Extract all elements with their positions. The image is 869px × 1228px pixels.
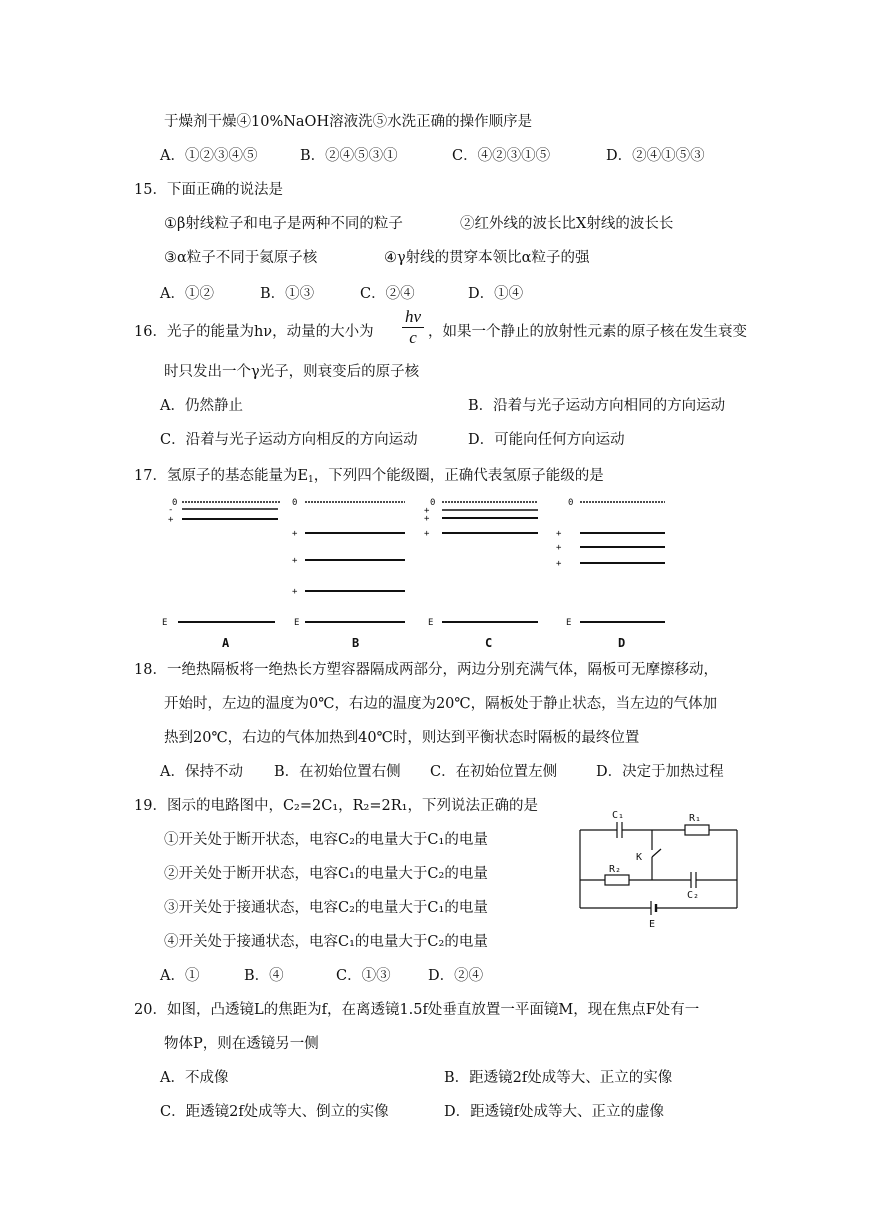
q20-option-c: C．距透镜2f处成等大、倒立的实像 bbox=[160, 1104, 389, 1120]
q19-statement-3: ③开关处于接通状态，电容C₂的电量大于C₁的电量 bbox=[164, 900, 488, 916]
q19-option-b: B．④ bbox=[244, 968, 284, 984]
q15-statement-4: ④γ射线的贯穿本领比α粒子的强 bbox=[384, 250, 590, 266]
svg-text:0: 0 bbox=[172, 498, 178, 508]
q18-option-c: C．在初始位置左侧 bbox=[430, 764, 558, 780]
svg-text:0: 0 bbox=[430, 498, 436, 508]
circuit-diagram bbox=[575, 805, 745, 930]
svg-text:E: E bbox=[428, 618, 434, 628]
diagram-label-a: A bbox=[222, 636, 230, 650]
energy-level-diagrams bbox=[160, 490, 680, 655]
fraction-numerator: hν bbox=[404, 307, 422, 326]
q20-option-a: A．不成像 bbox=[160, 1070, 229, 1086]
svg-text:-: - bbox=[168, 505, 174, 515]
q14-stem-continuation: 于燥剂干燥④10%NaOH溶液洗⑤水洗正确的操作顺序是 bbox=[164, 114, 533, 130]
q15-statement-2: ②红外线的波长比X射线的波长长 bbox=[460, 216, 674, 232]
q15-statement-3: ③α粒子不同于氦原子核 bbox=[164, 250, 318, 266]
q16-option-c: C．沿着与光子运动方向相反的方向运动 bbox=[160, 432, 418, 448]
svg-text:+: + bbox=[292, 556, 298, 566]
svg-text:+: + bbox=[556, 559, 562, 569]
q18-line-3: 热到20℃，右边的气体加热到40℃时，则达到平衡状态时隔板的最终位置 bbox=[164, 730, 640, 746]
svg-text:0: 0 bbox=[568, 498, 574, 508]
q14-option-a: A．①②③④⑤ bbox=[160, 148, 258, 164]
q19-option-d: D．②④ bbox=[428, 968, 484, 984]
q16-stem-part-a: 16．光子的能量为hν，动量的大小为 bbox=[134, 324, 374, 340]
q17-stem-b: ，下列四个能级圈，正确代表氢原子能级的是 bbox=[313, 468, 604, 484]
q19-option-a: A．① bbox=[160, 968, 200, 984]
q18-option-a: A．保持不动 bbox=[160, 764, 243, 780]
q15-option-b: B．①③ bbox=[260, 286, 315, 302]
q15-option-d: D．①④ bbox=[468, 286, 524, 302]
c1-label: C₁ bbox=[612, 810, 625, 821]
q17-stem bbox=[134, 466, 604, 490]
q20-line-2: 物体P，则在透镜另一侧 bbox=[164, 1036, 319, 1052]
q14-option-b: B．②④⑤③① bbox=[300, 148, 398, 164]
svg-text:+: + bbox=[556, 543, 562, 553]
q15-statement-1: ①β射线粒子和电子是两种不同的粒子 bbox=[164, 216, 403, 232]
q17-stem-a: 17．氢原子的基态能量为E bbox=[134, 468, 309, 484]
svg-text:+: + bbox=[556, 529, 562, 539]
q15-option-a: A．①② bbox=[160, 286, 214, 302]
q18-option-b: B．在初始位置右侧 bbox=[274, 764, 401, 780]
svg-text:E: E bbox=[294, 618, 300, 628]
svg-text:E: E bbox=[566, 618, 572, 628]
svg-text:+: + bbox=[168, 515, 174, 525]
r1-label: R₁ bbox=[689, 813, 702, 824]
k-label: K bbox=[636, 852, 643, 863]
q19-statement-2: ②开关处于断开状态，电容C₁的电量大于C₂的电量 bbox=[164, 866, 488, 882]
diagram-label-d: D bbox=[618, 636, 626, 650]
svg-text:E: E bbox=[162, 618, 168, 628]
q17-stem-subscript: 1 bbox=[308, 475, 314, 485]
e-label: E bbox=[649, 919, 656, 930]
svg-text:+: + bbox=[424, 529, 430, 539]
q18-line-2: 开始时，左边的温度为0℃，右边的温度为20℃，隔板处于静止状态，当左边的气体加 bbox=[164, 696, 718, 712]
q19-option-c: C．①③ bbox=[336, 968, 391, 984]
r2-label: R₂ bbox=[609, 864, 622, 875]
q19-stem: 19．图示的电路图中，C₂=2C₁，R₂=2R₁，下列说法正确的是 bbox=[134, 798, 538, 814]
momentum-fraction bbox=[402, 308, 424, 347]
fraction-denominator: c bbox=[409, 328, 417, 347]
diagram-label-c: C bbox=[485, 636, 493, 650]
q16-stem-part-c: 时只发出一个γ光子，则衰变后的原子核 bbox=[164, 364, 420, 380]
svg-text:+: + bbox=[424, 514, 430, 524]
q16-option-a: A．仍然静止 bbox=[160, 398, 243, 414]
svg-text:0: 0 bbox=[292, 498, 298, 508]
q19-statement-4: ④开关处于接通状态，电容C₁的电量大于C₂的电量 bbox=[164, 934, 488, 950]
q16-option-d: D．可能向任何方向运动 bbox=[468, 432, 625, 448]
q15-option-c: C．②④ bbox=[360, 286, 415, 302]
q18-option-d: D．决定于加热过程 bbox=[596, 764, 724, 780]
q20-line-1: 20．如图，凸透镜L的焦距为f，在离透镜1.5f处垂直放置一平面镜M，现在焦点F处有一 bbox=[134, 1002, 700, 1018]
q16-option-b: B．沿着与光子运动方向相同的方向运动 bbox=[468, 398, 726, 414]
q18-line-1: 18．一绝热隔板将一绝热长方塑容器隔成两部分，两边分别充满气体，隔板可无摩擦移动， bbox=[134, 662, 718, 678]
q15-stem: 15．下面正确的说法是 bbox=[134, 182, 283, 198]
q20-option-b: B．距透镜2f处成等大、正立的实像 bbox=[444, 1070, 673, 1086]
q16-stem-part-b: ，如果一个静止的放射性元素的原子核在发生衰变 bbox=[428, 324, 747, 340]
q20-option-d: D．距透镜f处成等大、正立的虚像 bbox=[444, 1104, 664, 1120]
svg-text:+: + bbox=[292, 587, 298, 597]
svg-text:+: + bbox=[292, 529, 298, 539]
q19-statement-1: ①开关处于断开状态，电容C₂的电量大于C₁的电量 bbox=[164, 832, 488, 848]
q14-option-c: C．④②③①⑤ bbox=[452, 148, 551, 164]
diagram-label-b: B bbox=[352, 636, 360, 650]
q14-option-d: D．②④①⑤③ bbox=[606, 148, 705, 164]
c2-label: C₂ bbox=[687, 890, 700, 901]
svg-text:+: + bbox=[424, 506, 430, 516]
